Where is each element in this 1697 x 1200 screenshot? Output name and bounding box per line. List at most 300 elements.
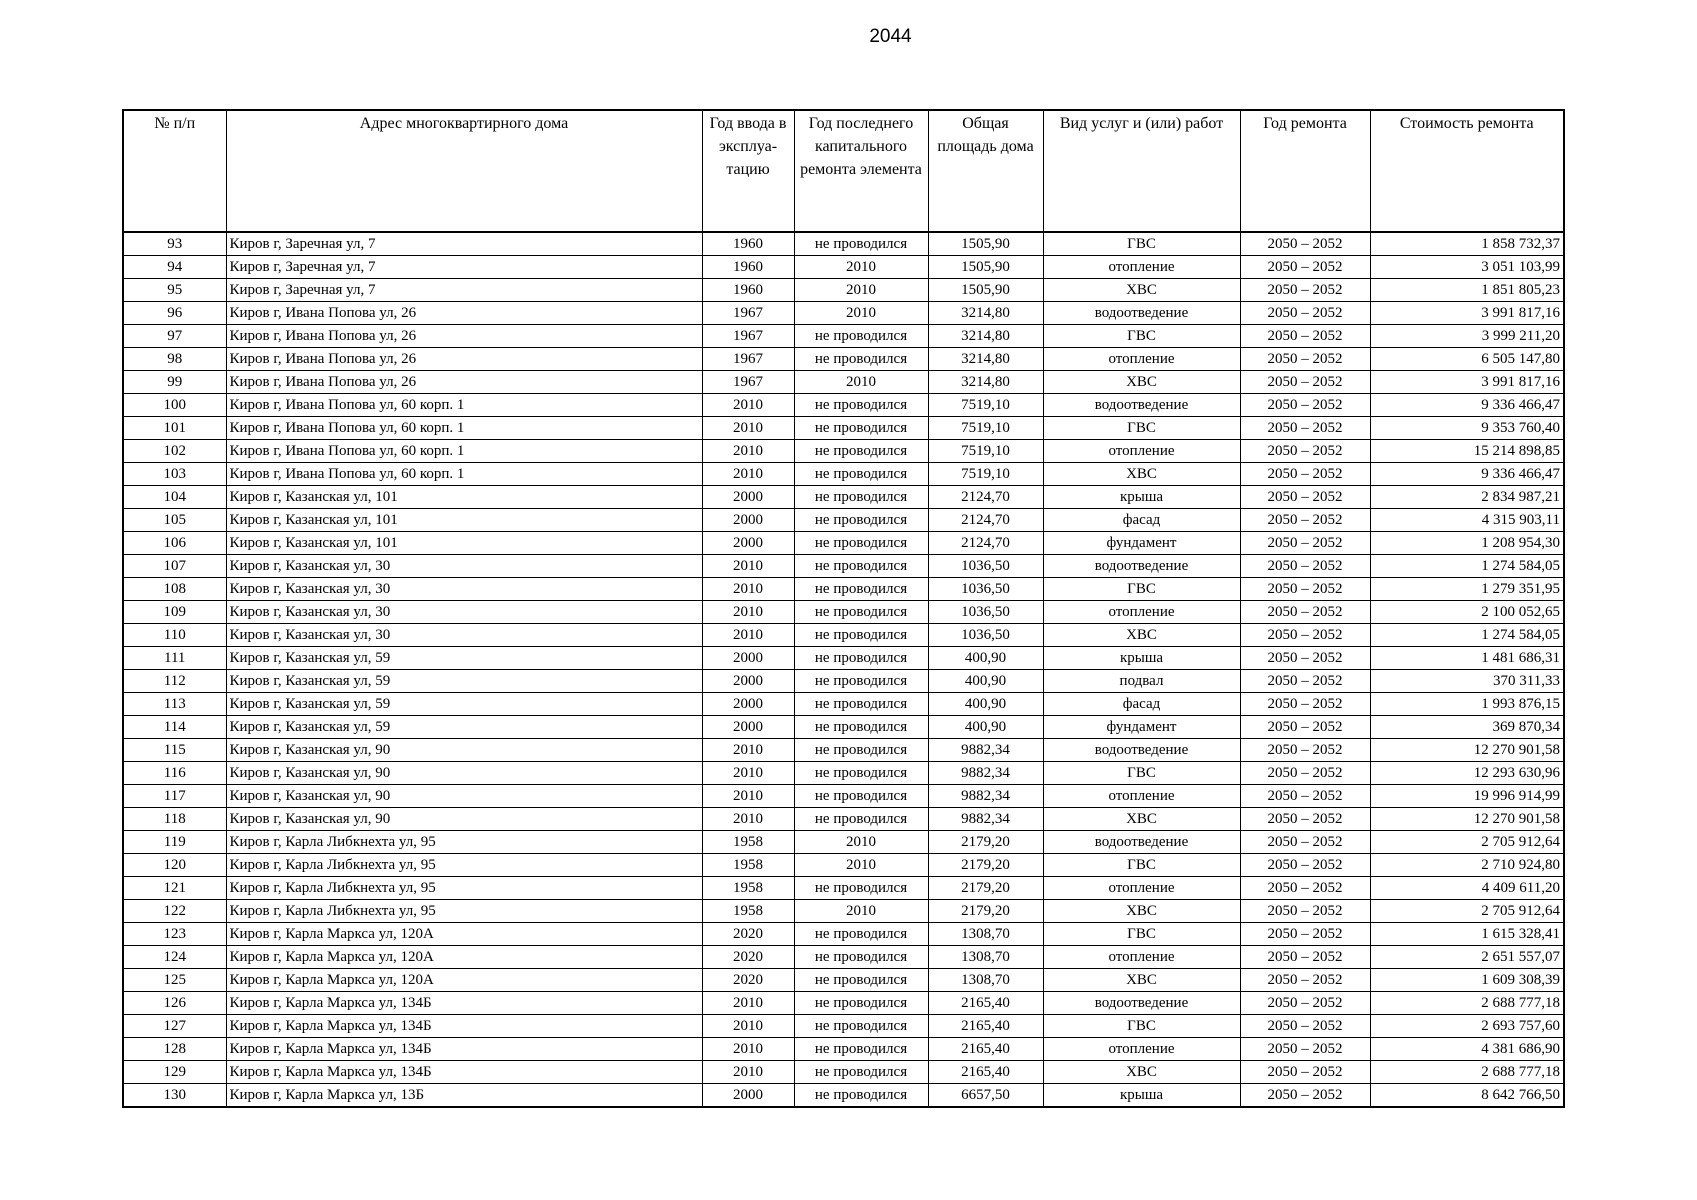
cell-repair-period: 2050 – 2052 <box>1240 394 1370 417</box>
table-row <box>123 1061 1564 1084</box>
cell-service: подвал <box>1043 670 1240 693</box>
cell-num: 118 <box>123 808 226 831</box>
cell-cost: 2 688 777,18 <box>1370 1061 1564 1084</box>
cell-area: 400,90 <box>928 716 1043 739</box>
table-row <box>123 371 1564 394</box>
table-row <box>123 762 1564 785</box>
cell-repair-period: 2050 – 2052 <box>1240 785 1370 808</box>
cell-area: 7519,10 <box>928 463 1043 486</box>
cell-cost: 9 336 466,47 <box>1370 394 1564 417</box>
cell-service: ХВС <box>1043 463 1240 486</box>
cell-area: 9882,34 <box>928 762 1043 785</box>
cell-address: Киров г, Ивана Попова ул, 26 <box>226 302 702 325</box>
cell-year-built: 2010 <box>702 578 794 601</box>
cell-address: Киров г, Карла Маркса ул, 134Б <box>226 1061 702 1084</box>
cell-area: 1505,90 <box>928 279 1043 302</box>
cell-num: 105 <box>123 509 226 532</box>
table-row <box>123 1038 1564 1061</box>
cell-service: ГВС <box>1043 762 1240 785</box>
table-row <box>123 624 1564 647</box>
cell-service: фасад <box>1043 693 1240 716</box>
cell-last-repair: не проводился <box>794 716 928 739</box>
cell-service: ГВС <box>1043 854 1240 877</box>
cell-num: 98 <box>123 348 226 371</box>
cell-cost: 3 051 103,99 <box>1370 256 1564 279</box>
cell-num: 108 <box>123 578 226 601</box>
cell-cost: 1 481 686,31 <box>1370 647 1564 670</box>
cell-cost: 12 293 630,96 <box>1370 762 1564 785</box>
cell-service: ХВС <box>1043 371 1240 394</box>
cell-year-built: 2010 <box>702 762 794 785</box>
cell-repair-period: 2050 – 2052 <box>1240 302 1370 325</box>
cell-num: 107 <box>123 555 226 578</box>
header-last-repair: Год последнего капитального ремонта элемента <box>794 110 928 232</box>
cell-area: 2179,20 <box>928 877 1043 900</box>
cell-year-built: 2010 <box>702 1015 794 1038</box>
cell-cost: 2 710 924,80 <box>1370 854 1564 877</box>
table-row <box>123 1015 1564 1038</box>
cell-last-repair: не проводился <box>794 923 928 946</box>
table-row <box>123 232 1564 256</box>
cell-area: 7519,10 <box>928 417 1043 440</box>
cell-year-built: 2010 <box>702 624 794 647</box>
cell-repair-period: 2050 – 2052 <box>1240 486 1370 509</box>
cell-last-repair: не проводился <box>794 463 928 486</box>
cell-year-built: 2000 <box>702 532 794 555</box>
cell-cost: 19 996 914,99 <box>1370 785 1564 808</box>
table-row <box>123 969 1564 992</box>
cell-cost: 1 993 876,15 <box>1370 693 1564 716</box>
cell-area: 6657,50 <box>928 1084 1043 1108</box>
cell-num: 121 <box>123 877 226 900</box>
cell-last-repair: не проводился <box>794 1061 928 1084</box>
table-row <box>123 647 1564 670</box>
header-area: Общая площадь дома <box>928 110 1043 232</box>
table-row <box>123 486 1564 509</box>
cell-address: Киров г, Карла Маркса ул, 134Б <box>226 992 702 1015</box>
cell-area: 9882,34 <box>928 808 1043 831</box>
cell-area: 2179,20 <box>928 831 1043 854</box>
cell-num: 109 <box>123 601 226 624</box>
cell-num: 116 <box>123 762 226 785</box>
cell-area: 1505,90 <box>928 256 1043 279</box>
cell-area: 2165,40 <box>928 1061 1043 1084</box>
cell-repair-period: 2050 – 2052 <box>1240 578 1370 601</box>
cell-year-built: 1960 <box>702 256 794 279</box>
cell-num: 125 <box>123 969 226 992</box>
cell-service: ХВС <box>1043 279 1240 302</box>
cell-last-repair: не проводился <box>794 1038 928 1061</box>
cell-last-repair: не проводился <box>794 762 928 785</box>
cell-area: 400,90 <box>928 647 1043 670</box>
cell-area: 3214,80 <box>928 325 1043 348</box>
table-row <box>123 923 1564 946</box>
cell-num: 119 <box>123 831 226 854</box>
cell-year-built: 2020 <box>702 969 794 992</box>
cell-address: Киров г, Карла Маркса ул, 120А <box>226 923 702 946</box>
cell-num: 102 <box>123 440 226 463</box>
cell-cost: 9 353 760,40 <box>1370 417 1564 440</box>
cell-address: Киров г, Карла Маркса ул, 134Б <box>226 1015 702 1038</box>
cell-area: 400,90 <box>928 670 1043 693</box>
cell-year-built: 1958 <box>702 900 794 923</box>
cell-num: 120 <box>123 854 226 877</box>
cell-num: 129 <box>123 1061 226 1084</box>
table-row <box>123 417 1564 440</box>
cell-cost: 1 858 732,37 <box>1370 232 1564 256</box>
cell-cost: 3 991 817,16 <box>1370 371 1564 394</box>
cell-num: 93 <box>123 232 226 256</box>
cell-address: Киров г, Казанская ул, 101 <box>226 509 702 532</box>
cell-repair-period: 2050 – 2052 <box>1240 877 1370 900</box>
cell-address: Киров г, Карла Либкнехта ул, 95 <box>226 877 702 900</box>
header-repair-period: Год ремонта <box>1240 110 1370 232</box>
cell-service: ГВС <box>1043 1015 1240 1038</box>
cell-service: крыша <box>1043 1084 1240 1108</box>
table-row <box>123 670 1564 693</box>
cell-year-built: 2010 <box>702 739 794 762</box>
cell-cost: 1 609 308,39 <box>1370 969 1564 992</box>
cell-area: 2165,40 <box>928 992 1043 1015</box>
repair-registry-table <box>122 109 1565 1108</box>
cell-num: 97 <box>123 325 226 348</box>
table-row <box>123 555 1564 578</box>
cell-cost: 2 100 052,65 <box>1370 601 1564 624</box>
cell-area: 1308,70 <box>928 969 1043 992</box>
cell-repair-period: 2050 – 2052 <box>1240 808 1370 831</box>
cell-year-built: 2010 <box>702 1061 794 1084</box>
cell-last-repair: не проводился <box>794 946 928 969</box>
cell-last-repair: не проводился <box>794 739 928 762</box>
cell-last-repair: не проводился <box>794 624 928 647</box>
cell-address: Киров г, Казанская ул, 90 <box>226 785 702 808</box>
cell-address: Киров г, Ивана Попова ул, 26 <box>226 371 702 394</box>
cell-address: Киров г, Казанская ул, 30 <box>226 578 702 601</box>
cell-service: ХВС <box>1043 900 1240 923</box>
cell-service: ГВС <box>1043 325 1240 348</box>
cell-num: 100 <box>123 394 226 417</box>
cell-service: фундамент <box>1043 716 1240 739</box>
cell-address: Киров г, Казанская ул, 90 <box>226 762 702 785</box>
cell-address: Киров г, Казанская ул, 90 <box>226 739 702 762</box>
cell-num: 128 <box>123 1038 226 1061</box>
cell-year-built: 2010 <box>702 394 794 417</box>
cell-last-repair: 2010 <box>794 831 928 854</box>
cell-area: 1308,70 <box>928 946 1043 969</box>
cell-last-repair: 2010 <box>794 854 928 877</box>
cell-address: Киров г, Карла Либкнехта ул, 95 <box>226 900 702 923</box>
cell-num: 95 <box>123 279 226 302</box>
cell-address: Киров г, Казанская ул, 90 <box>226 808 702 831</box>
cell-cost: 12 270 901,58 <box>1370 739 1564 762</box>
cell-repair-period: 2050 – 2052 <box>1240 417 1370 440</box>
cell-address: Киров г, Карла Маркса ул, 13Б <box>226 1084 702 1108</box>
cell-address: Киров г, Карла Либкнехта ул, 95 <box>226 854 702 877</box>
cell-area: 2179,20 <box>928 854 1043 877</box>
cell-service: ХВС <box>1043 808 1240 831</box>
cell-repair-period: 2050 – 2052 <box>1240 1038 1370 1061</box>
cell-last-repair: не проводился <box>794 785 928 808</box>
cell-area: 1505,90 <box>928 232 1043 256</box>
cell-service: отопление <box>1043 877 1240 900</box>
cell-service: отопление <box>1043 601 1240 624</box>
cell-area: 3214,80 <box>928 302 1043 325</box>
cell-year-built: 1960 <box>702 279 794 302</box>
cell-year-built: 2010 <box>702 785 794 808</box>
cell-repair-period: 2050 – 2052 <box>1240 739 1370 762</box>
cell-year-built: 2020 <box>702 946 794 969</box>
cell-service: водоотведение <box>1043 555 1240 578</box>
cell-address: Киров г, Карла Либкнехта ул, 95 <box>226 831 702 854</box>
cell-repair-period: 2050 – 2052 <box>1240 1015 1370 1038</box>
cell-area: 2124,70 <box>928 486 1043 509</box>
table-row <box>123 992 1564 1015</box>
cell-address: Киров г, Заречная ул, 7 <box>226 256 702 279</box>
cell-service: водоотведение <box>1043 302 1240 325</box>
cell-cost: 3 999 211,20 <box>1370 325 1564 348</box>
cell-service: водоотведение <box>1043 992 1240 1015</box>
cell-repair-period: 2050 – 2052 <box>1240 256 1370 279</box>
cell-cost: 3 991 817,16 <box>1370 302 1564 325</box>
cell-repair-period: 2050 – 2052 <box>1240 923 1370 946</box>
cell-last-repair: не проводился <box>794 509 928 532</box>
cell-area: 1036,50 <box>928 578 1043 601</box>
cell-last-repair: не проводился <box>794 670 928 693</box>
table-row <box>123 578 1564 601</box>
cell-service: отопление <box>1043 440 1240 463</box>
cell-repair-period: 2050 – 2052 <box>1240 509 1370 532</box>
cell-num: 96 <box>123 302 226 325</box>
cell-last-repair: не проводился <box>794 1084 928 1108</box>
cell-last-repair: 2010 <box>794 279 928 302</box>
cell-year-built: 2010 <box>702 417 794 440</box>
cell-address: Киров г, Ивана Попова ул, 60 корп. 1 <box>226 440 702 463</box>
cell-repair-period: 2050 – 2052 <box>1240 946 1370 969</box>
cell-num: 111 <box>123 647 226 670</box>
cell-service: ХВС <box>1043 969 1240 992</box>
table-row <box>123 279 1564 302</box>
table-row <box>123 785 1564 808</box>
table-row <box>123 1084 1564 1108</box>
header-service: Вид услуг и (или) работ <box>1043 110 1240 232</box>
cell-year-built: 2000 <box>702 486 794 509</box>
cell-num: 114 <box>123 716 226 739</box>
cell-last-repair: не проводился <box>794 394 928 417</box>
cell-cost: 2 688 777,18 <box>1370 992 1564 1015</box>
cell-cost: 1 274 584,05 <box>1370 555 1564 578</box>
cell-last-repair: не проводился <box>794 325 928 348</box>
cell-last-repair: не проводился <box>794 992 928 1015</box>
cell-year-built: 2020 <box>702 923 794 946</box>
cell-address: Киров г, Казанская ул, 30 <box>226 555 702 578</box>
cell-cost: 369 870,34 <box>1370 716 1564 739</box>
table-body <box>123 232 1564 1107</box>
cell-year-built: 2000 <box>702 670 794 693</box>
cell-num: 117 <box>123 785 226 808</box>
cell-cost: 6 505 147,80 <box>1370 348 1564 371</box>
cell-service: ГВС <box>1043 923 1240 946</box>
cell-area: 7519,10 <box>928 394 1043 417</box>
cell-area: 7519,10 <box>928 440 1043 463</box>
cell-year-built: 2010 <box>702 555 794 578</box>
header-year-built: Год ввода в эксплуа-тацию <box>702 110 794 232</box>
cell-address: Киров г, Казанская ул, 59 <box>226 647 702 670</box>
cell-num: 103 <box>123 463 226 486</box>
cell-address: Киров г, Ивана Попова ул, 26 <box>226 348 702 371</box>
cell-service: фасад <box>1043 509 1240 532</box>
cell-num: 123 <box>123 923 226 946</box>
cell-service: крыша <box>1043 486 1240 509</box>
cell-address: Киров г, Карла Маркса ул, 120А <box>226 946 702 969</box>
cell-year-built: 1958 <box>702 854 794 877</box>
page-number: 2044 <box>869 26 912 47</box>
table-header <box>123 110 1564 232</box>
cell-year-built: 1967 <box>702 325 794 348</box>
cell-cost: 8 642 766,50 <box>1370 1084 1564 1108</box>
cell-last-repair: не проводился <box>794 532 928 555</box>
cell-repair-period: 2050 – 2052 <box>1240 1061 1370 1084</box>
cell-service: ГВС <box>1043 417 1240 440</box>
cell-repair-period: 2050 – 2052 <box>1240 232 1370 256</box>
cell-address: Киров г, Ивана Попова ул, 60 корп. 1 <box>226 394 702 417</box>
cell-year-built: 2010 <box>702 1038 794 1061</box>
cell-num: 127 <box>123 1015 226 1038</box>
cell-service: ХВС <box>1043 1061 1240 1084</box>
cell-service: ГВС <box>1043 578 1240 601</box>
cell-repair-period: 2050 – 2052 <box>1240 854 1370 877</box>
cell-address: Киров г, Казанская ул, 59 <box>226 670 702 693</box>
header-address: Адрес многоквартирного дома <box>226 110 702 232</box>
cell-num: 122 <box>123 900 226 923</box>
cell-address: Киров г, Казанская ул, 30 <box>226 601 702 624</box>
cell-year-built: 2000 <box>702 509 794 532</box>
cell-cost: 370 311,33 <box>1370 670 1564 693</box>
cell-last-repair: не проводился <box>794 232 928 256</box>
cell-repair-period: 2050 – 2052 <box>1240 279 1370 302</box>
cell-repair-period: 2050 – 2052 <box>1240 900 1370 923</box>
cell-area: 2165,40 <box>928 1038 1043 1061</box>
cell-address: Киров г, Заречная ул, 7 <box>226 279 702 302</box>
cell-address: Киров г, Казанская ул, 30 <box>226 624 702 647</box>
cell-address: Киров г, Ивана Попова ул, 26 <box>226 325 702 348</box>
cell-service: отопление <box>1043 1038 1240 1061</box>
cell-repair-period: 2050 – 2052 <box>1240 601 1370 624</box>
cell-service: крыша <box>1043 647 1240 670</box>
cell-cost: 2 834 987,21 <box>1370 486 1564 509</box>
cell-year-built: 2000 <box>702 693 794 716</box>
table-row <box>123 601 1564 624</box>
cell-cost: 1 279 351,95 <box>1370 578 1564 601</box>
cell-area: 3214,80 <box>928 371 1043 394</box>
table-row <box>123 348 1564 371</box>
cell-last-repair: не проводился <box>794 601 928 624</box>
cell-last-repair: не проводился <box>794 1015 928 1038</box>
cell-year-built: 1958 <box>702 877 794 900</box>
cell-cost: 1 615 328,41 <box>1370 923 1564 946</box>
table-row <box>123 394 1564 417</box>
table-row <box>123 532 1564 555</box>
cell-num: 99 <box>123 371 226 394</box>
cell-num: 112 <box>123 670 226 693</box>
cell-repair-period: 2050 – 2052 <box>1240 969 1370 992</box>
cell-year-built: 2000 <box>702 1084 794 1108</box>
cell-repair-period: 2050 – 2052 <box>1240 716 1370 739</box>
cell-year-built: 1967 <box>702 371 794 394</box>
table-row <box>123 716 1564 739</box>
cell-address: Киров г, Карла Маркса ул, 134Б <box>226 1038 702 1061</box>
header-row <box>123 110 1564 232</box>
cell-service: ХВС <box>1043 624 1240 647</box>
cell-repair-period: 2050 – 2052 <box>1240 762 1370 785</box>
cell-service: водоотведение <box>1043 831 1240 854</box>
table-row <box>123 831 1564 854</box>
cell-service: отопление <box>1043 785 1240 808</box>
table-row <box>123 256 1564 279</box>
cell-area: 1308,70 <box>928 923 1043 946</box>
table-row <box>123 693 1564 716</box>
cell-cost: 2 705 912,64 <box>1370 831 1564 854</box>
table-row <box>123 302 1564 325</box>
cell-repair-period: 2050 – 2052 <box>1240 440 1370 463</box>
cell-area: 1036,50 <box>928 555 1043 578</box>
cell-area: 2124,70 <box>928 509 1043 532</box>
cell-area: 3214,80 <box>928 348 1043 371</box>
cell-cost: 2 651 557,07 <box>1370 946 1564 969</box>
cell-last-repair: 2010 <box>794 256 928 279</box>
cell-last-repair: 2010 <box>794 302 928 325</box>
cell-service: отопление <box>1043 348 1240 371</box>
table-row <box>123 463 1564 486</box>
table-row <box>123 808 1564 831</box>
cell-area: 9882,34 <box>928 739 1043 762</box>
table-row <box>123 877 1564 900</box>
table-row <box>123 509 1564 532</box>
cell-last-repair: не проводился <box>794 877 928 900</box>
cell-last-repair: не проводился <box>794 693 928 716</box>
cell-address: Киров г, Карла Маркса ул, 120А <box>226 969 702 992</box>
cell-year-built: 2010 <box>702 992 794 1015</box>
cell-repair-period: 2050 – 2052 <box>1240 992 1370 1015</box>
cell-service: отопление <box>1043 256 1240 279</box>
cell-cost: 4 409 611,20 <box>1370 877 1564 900</box>
cell-area: 9882,34 <box>928 785 1043 808</box>
cell-last-repair: не проводился <box>794 969 928 992</box>
table-row <box>123 440 1564 463</box>
cell-address: Киров г, Казанская ул, 59 <box>226 716 702 739</box>
cell-last-repair: не проводился <box>794 486 928 509</box>
cell-address: Киров г, Казанская ул, 59 <box>226 693 702 716</box>
header-num: № п/п <box>123 110 226 232</box>
cell-repair-period: 2050 – 2052 <box>1240 693 1370 716</box>
cell-year-built: 1967 <box>702 302 794 325</box>
cell-cost: 4 381 686,90 <box>1370 1038 1564 1061</box>
cell-repair-period: 2050 – 2052 <box>1240 532 1370 555</box>
cell-repair-period: 2050 – 2052 <box>1240 348 1370 371</box>
cell-num: 101 <box>123 417 226 440</box>
cell-cost: 9 336 466,47 <box>1370 463 1564 486</box>
cell-num: 113 <box>123 693 226 716</box>
table-row <box>123 900 1564 923</box>
cell-area: 1036,50 <box>928 601 1043 624</box>
cell-last-repair: 2010 <box>794 371 928 394</box>
cell-last-repair: не проводился <box>794 417 928 440</box>
cell-num: 124 <box>123 946 226 969</box>
cell-last-repair: не проводился <box>794 647 928 670</box>
cell-cost: 2 693 757,60 <box>1370 1015 1564 1038</box>
cell-area: 2179,20 <box>928 900 1043 923</box>
cell-cost: 15 214 898,85 <box>1370 440 1564 463</box>
cell-year-built: 2010 <box>702 463 794 486</box>
